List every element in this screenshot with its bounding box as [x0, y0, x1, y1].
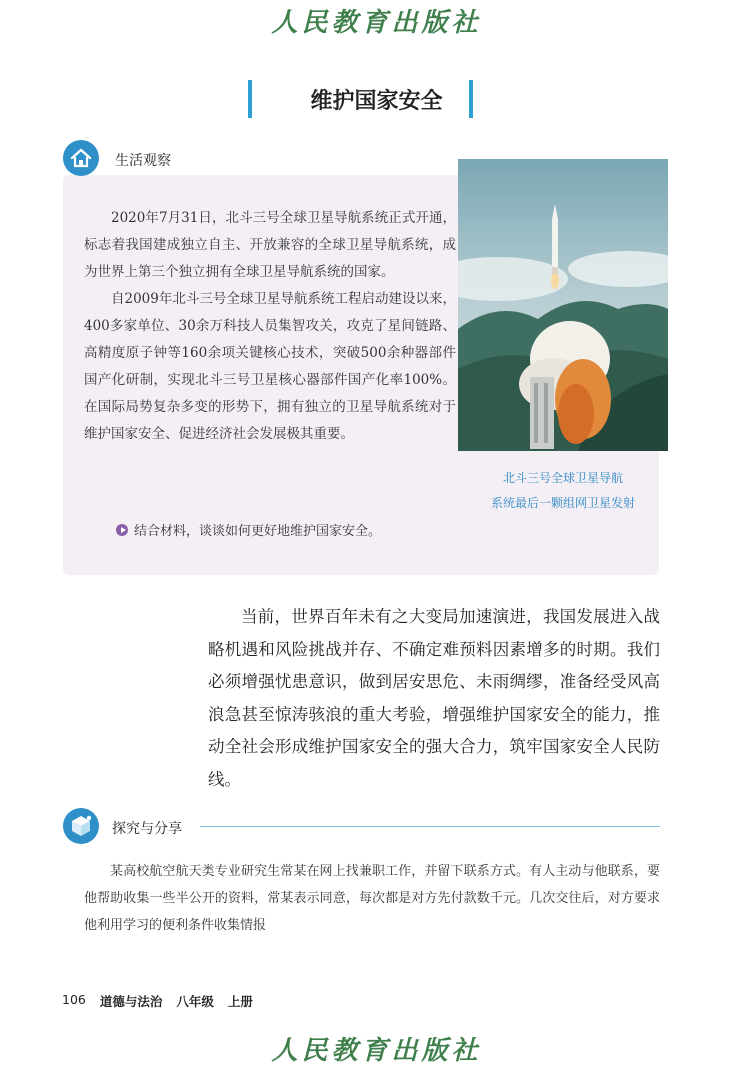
observation-label: 生活观察	[115, 153, 171, 169]
page-title: 维护国家安全	[310, 89, 443, 114]
observation-paragraph-1: 2020年7月31日，北斗三号全球卫星导航系统正式开通，标志着我国建成独立自主、开放兼容的全球卫星导航系统，成为世界上第三个独立拥有全球卫星导航系统的国家。	[84, 210, 456, 280]
title-bar-right	[469, 80, 473, 118]
play-bullet-icon	[116, 524, 128, 536]
explore-divider	[200, 826, 660, 827]
observation-text	[84, 205, 456, 448]
discussion-prompt-text: 结合材料，谈谈如何更好地维护国家安全。	[134, 524, 382, 539]
cube-icon	[63, 808, 99, 844]
explore-paragraph: 某高校航空航天类专业研究生常某在网上找兼职工作，并留下联系方式。有人主动与他联系，要他帮助收集一些半公开的资料，常某表示同意，每次都是对方先付款数千元。几次交往后，对方要求他利用学习的便利条件收集情报	[84, 864, 660, 933]
photo-caption-line-1: 北斗三号全球卫星导航	[502, 471, 623, 485]
photo-caption-line-2: 系统最后一颗组网卫星发射	[490, 496, 635, 510]
page-number: 106	[62, 992, 86, 1007]
page-footer	[62, 992, 253, 1010]
section-title-block	[0, 80, 753, 120]
footer-volume: 上册	[227, 994, 253, 1009]
house-icon	[63, 140, 99, 176]
observation-paragraph-2: 自2009年北斗三号全球卫星导航系统工程启动建设以来，400多家单位、30余万科技人员集智攻关，攻克了星间链路、高精度原子钟等160余项关键核心技术，突破500余种器部件国产化研制，实现北斗三号卫星核心器部件国产化率100%。在国际局势复杂多变的形势下，拥有独立的卫星导航系统对于维护国家安全、促进经济社会发展极其重要。	[84, 291, 456, 442]
photo-caption	[458, 466, 668, 516]
publisher-logo: 人民教育出版社	[271, 8, 482, 38]
rocket-launch-photo	[458, 159, 668, 451]
publisher-logo-bottom: 人民教育出版社	[271, 1036, 482, 1066]
explore-text	[84, 858, 660, 939]
footer-grade: 八年级	[176, 994, 214, 1009]
main-paragraph	[208, 601, 660, 796]
discussion-prompt	[116, 520, 381, 539]
footer-subject: 道德与法治	[99, 994, 163, 1009]
main-paragraph-text: 当前，世界百年未有之大变局加速演进，我国发展进入战略机遇和风险挑战并存、不确定难预料因素增多的时期。我们必须增强忧患意识，做到居安思危、未雨绸缪，准备经受风高浪急甚至惊涛骇浪的重大考验，增强维护国家安全的能力，推动全社会形成维护国家安全的强大合力，筑牢国家安全人民防线。	[208, 607, 660, 789]
explore-label: 探究与分享	[112, 821, 182, 837]
